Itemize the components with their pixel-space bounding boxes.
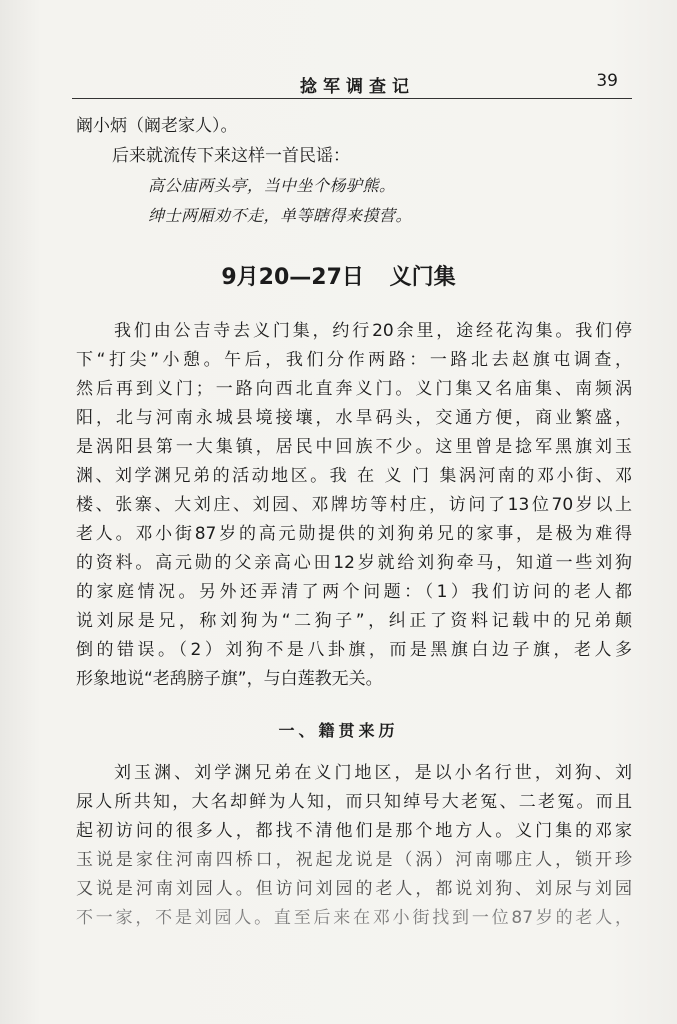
paragraph-line: 下“打尖”小憩。午后，我们分作两路：一路北去赵旗屯调查， [76,350,632,370]
intro-line: 阚小炳（阚老家人）。 [76,116,238,136]
paragraph-line: 玉说是家住河南四桥口，祝起龙说是（涡）河南哪庄人，锁开珍 [76,850,632,870]
section-heading [0,260,677,291]
paragraph-line: 起初访问的很多人，都找不清他们是那个地方人。义门集的邓家 [76,821,632,841]
paragraph-line: 倒的错误。（2）刘狗不是八卦旗，而是黑旗白边子旗，老人多 [76,640,632,660]
paragraph-line: 刘玉渊、刘学渊兄弟在义门地区，是以小名行世，刘狗、刘 [114,763,632,783]
paragraph-line: 的资料。高元勋的父亲高心田12岁就给刘狗牵马，知道一些刘狗 [76,553,632,573]
poem-line: 绅士两厢劝不走，单等瞎得来摸营。 [148,206,413,225]
section-date: 9月20—27日 [221,265,364,290]
paragraph-line: 楼、张寨、大刘庄、刘园、邓牌坊等村庄，访问了13位70岁以上 [76,495,632,515]
section-place: 义门集 [389,265,456,290]
paragraph-line: 我们由公吉寺去义门集，约行20余里，途经花沟集。我们停 [114,321,632,341]
paragraph-line: 渊、刘学渊兄弟的活动地区。我 在 义 门 集涡河南的邓小街、邓 [76,466,632,486]
paragraph-line: 形象地说“老鸹膀子旗”，与白莲教无关。 [76,669,383,689]
paragraph-line: 的家庭情况。另外还弄清了两个问题：（1）我们访问的老人都 [76,582,632,602]
page-number: 39 [596,71,618,91]
paragraph-line: 老人。邓小街87岁的高元勋提供的刘狗弟兄的家事，是极为难得 [76,524,632,544]
paragraph-line: 说刘尿是兄，称刘狗为“二狗子”，纠正了资料记载中的兄弟颠 [76,611,632,631]
paragraph-line: 是涡阳县第一大集镇，居民中回族不少。这里曾是捻军黑旗刘玉 [76,437,632,457]
page-header [72,68,632,99]
running-title: 捻军调查记 [300,77,415,97]
subsection-heading: 一、籍贯来历 [278,721,399,740]
paragraph-line: 不一家，不是刘园人。直至后来在邓小街找到一位87岁的老人， [76,908,632,928]
paragraph-line: 然后再到义门；一路向西北直奔义门。义门集又名庙集、南频涡 [76,379,632,399]
poem-line: 高公庙两头亭，当中坐个杨驴熊。 [148,176,396,195]
paragraph-line: 尿人所共知，大名却鲜为人知，而只知绰号大老冤、二老冤。而且 [76,792,632,812]
intro-line: 后来就流传下来这样一首民谣： [112,146,350,166]
paragraph-line: 阳，北与河南永城县境接壤，水旱码头，交通方便，商业繁盛， [76,408,632,428]
paragraph-line: 又说是河南刘园人。但访问刘园的老人，都说刘狗、刘尿与刘园 [76,879,632,899]
